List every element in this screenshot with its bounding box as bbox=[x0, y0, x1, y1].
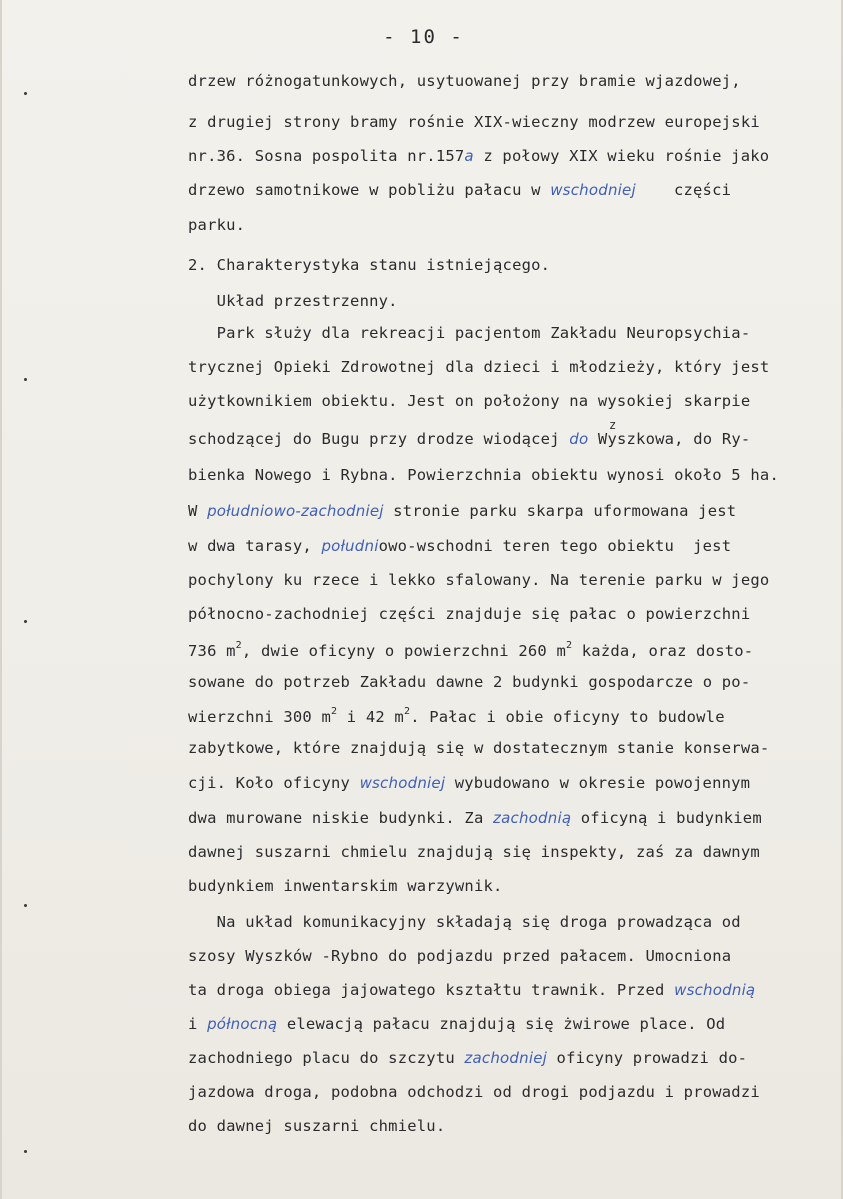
typed-text: jazdowa droga, podobna odchodzi od drogi podjazdu i prowadzi bbox=[188, 1083, 760, 1101]
typed-text: z połowy XIX wieku rośnie jako bbox=[473, 147, 770, 165]
text-line bbox=[188, 430, 750, 448]
text-line bbox=[188, 809, 762, 827]
text-line bbox=[188, 1049, 747, 1067]
margin-mark bbox=[24, 92, 27, 95]
typed-text: drzewo samotnikowe w pobliżu pałacu w bbox=[188, 181, 551, 199]
text-line bbox=[188, 147, 769, 165]
typed-text: stronie parku skarpa uformowana jest bbox=[383, 502, 737, 520]
handwritten-insert: wschodnią bbox=[674, 981, 756, 999]
margin-mark bbox=[24, 620, 27, 623]
typed-text: 2. Charakterystyka stanu istniejącego. bbox=[188, 256, 551, 274]
text-line bbox=[188, 358, 769, 376]
page-number: - 10 - bbox=[383, 26, 464, 48]
superscript: 2 bbox=[566, 640, 573, 651]
typed-text: sowane do potrzeb Zakładu dawne 2 budynki gospodarcze o po- bbox=[188, 673, 751, 691]
handwritten-correction-z: z bbox=[609, 418, 617, 432]
typed-text: drzew różnogatunkowych, usytuowanej przy bramie wjazdowej, bbox=[188, 72, 741, 90]
text-line bbox=[188, 72, 741, 90]
typed-text: nr.36. Sosna pospolita nr.157 bbox=[188, 147, 465, 165]
handwritten-insert: a bbox=[464, 147, 474, 165]
typed-text: północno-zachodniej części znajduje się pałac o powierzchni bbox=[188, 605, 751, 623]
superscript: 2 bbox=[403, 706, 411, 717]
text-line bbox=[188, 324, 750, 342]
text-line bbox=[188, 466, 779, 484]
text-line bbox=[188, 392, 750, 410]
typed-text: w dwa tarasy, bbox=[188, 537, 322, 555]
text-line bbox=[188, 1117, 445, 1135]
margin-mark bbox=[24, 904, 27, 907]
typed-text: parku. bbox=[188, 216, 246, 234]
margin-mark bbox=[24, 378, 27, 381]
handwritten-insert: wschodniej bbox=[359, 774, 446, 792]
text-line bbox=[188, 913, 741, 931]
typed-text: oficyny prowadzi do- bbox=[547, 1049, 748, 1067]
text-line bbox=[188, 181, 731, 199]
margin-mark bbox=[24, 1150, 27, 1153]
typed-text: z drugiej strony bramy rośnie XIX-wieczny modrzew europejski bbox=[188, 113, 760, 131]
typed-text: i 42 m bbox=[337, 708, 404, 726]
typed-text: dwa murowane niskie budynki. Za bbox=[188, 809, 494, 827]
text-line bbox=[188, 1083, 760, 1101]
typed-text: Na układ komunikacyjny składają się droga prowadząca od bbox=[188, 913, 741, 931]
typed-text: i bbox=[188, 1015, 208, 1033]
typed-text: . Pałac i obie oficyny to budowle bbox=[410, 708, 725, 726]
text-line bbox=[188, 673, 750, 691]
typed-text: bienka Nowego i Rybna. Powierzchnia obiektu wynosi około 5 ha. bbox=[188, 466, 779, 484]
typed-text: 736 m bbox=[188, 642, 236, 660]
typed-text: Park służy dla rekreacji pacjentom Zakładu Neuropsychia- bbox=[188, 324, 751, 342]
typed-text: , dwie oficyny o powierzchni 260 m bbox=[241, 642, 566, 660]
handwritten-insert: zachodniej bbox=[464, 1049, 548, 1067]
typed-text: każda, oraz dosto- bbox=[572, 642, 754, 660]
typed-text: Układ przestrzenny. bbox=[188, 292, 398, 310]
text-line bbox=[188, 537, 731, 555]
typed-text: W bbox=[188, 502, 208, 520]
typed-text: owo-wschodni teren tego obiektu jest bbox=[378, 537, 732, 555]
superscript: 2 bbox=[235, 640, 242, 651]
text-line bbox=[188, 706, 725, 726]
text-line bbox=[188, 947, 731, 965]
text-line bbox=[188, 571, 769, 589]
text-line bbox=[188, 640, 753, 660]
handwritten-insert: południ bbox=[321, 537, 379, 555]
typed-text: schodzącej do Bugu przy drodze wiodącej bbox=[188, 430, 570, 448]
text-line bbox=[188, 877, 503, 895]
text-line bbox=[188, 1015, 725, 1033]
superscript: 2 bbox=[330, 706, 338, 717]
typed-text: elewacją pałacu znajdują się żwirowe place. Od bbox=[277, 1015, 726, 1033]
typed-text: wybudowano w okresie powojennym bbox=[445, 774, 751, 792]
typed-text: ta droga obiega jajowatego kształtu trawnik. Przed bbox=[188, 981, 675, 999]
text-line bbox=[188, 256, 550, 274]
typed-text: użytkownikiem obiektu. Jest on położony na wysokiej skarpie bbox=[188, 392, 751, 410]
typed-text: budynkiem inwentarskim warzywnik. bbox=[188, 877, 503, 895]
typed-text: do dawnej suszarni chmielu. bbox=[188, 1117, 446, 1135]
typed-text: dawnej suszarni chmielu znajdują się inspekty, zaś za dawnym bbox=[188, 843, 760, 861]
text-line bbox=[188, 774, 750, 792]
typed-text: szosy Wyszków -Rybno do podjazdu przed pałacem. Umocniona bbox=[188, 947, 732, 965]
text-line bbox=[188, 981, 755, 999]
text-line bbox=[188, 292, 398, 310]
text-line bbox=[188, 216, 245, 234]
text-line bbox=[188, 739, 769, 757]
text-line bbox=[188, 113, 760, 131]
typed-text: pochylony ku rzece i lekko sfalowany. Na terenie parku w jego bbox=[188, 571, 770, 589]
handwritten-insert: zachodnią bbox=[493, 809, 572, 827]
typed-text: zabytkowe, które znajdują się w dostatecznym stanie konserwa- bbox=[188, 739, 770, 757]
text-line bbox=[188, 502, 736, 520]
typed-text: cji. Koło oficyny bbox=[188, 774, 360, 792]
handwritten-insert: wschodniej bbox=[550, 181, 636, 199]
typed-text: wierzchni 300 m bbox=[188, 708, 331, 726]
text-line bbox=[188, 605, 750, 623]
handwritten-insert: południowo-zachodniej bbox=[207, 502, 384, 520]
typed-text: trycznej Opieki Zdrowotnej dla dzieci i młodzieży, który jest bbox=[188, 358, 770, 376]
typed-text: części bbox=[635, 181, 732, 199]
handwritten-insert: północną bbox=[207, 1015, 278, 1033]
typed-text: zachodniego placu do szczytu bbox=[188, 1049, 465, 1067]
handwritten-insert: do bbox=[569, 430, 589, 448]
text-line bbox=[188, 843, 760, 861]
typed-text: Wyszkowa, do Ry- bbox=[588, 430, 751, 448]
typed-text: oficyną i budynkiem bbox=[571, 809, 762, 827]
